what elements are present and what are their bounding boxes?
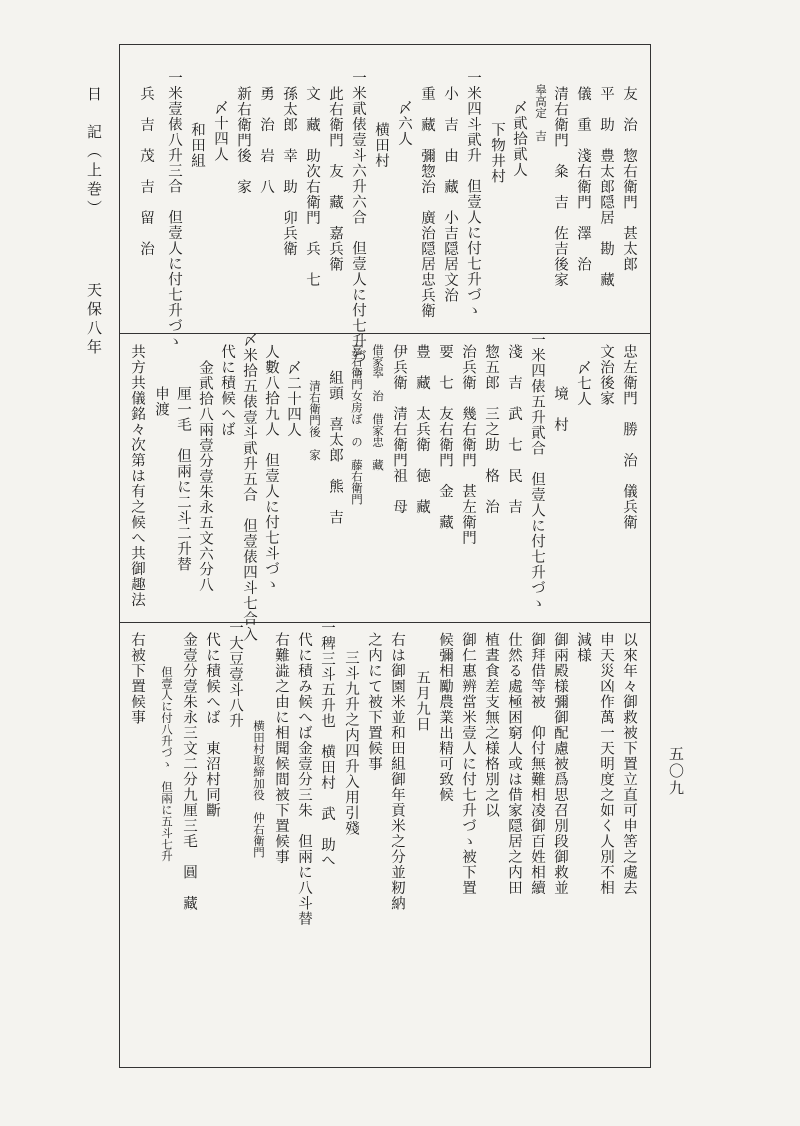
text-column: 新右衛門後 家: [235, 86, 251, 195]
text-column: 一稗三斗五升也 横田村 武 助へ: [319, 620, 335, 868]
text-column: 但壹人に付八升づゝ 但兩に五斗七升: [160, 666, 174, 862]
text-column: 横田村取締加役 仲右衛門: [252, 720, 266, 858]
text-column: 申天災凶作萬一天明度之如く人別不相: [598, 632, 614, 896]
text-column: 仕然る處極困窮人或は借家隠居之内田: [506, 632, 522, 896]
text-column: 候彌相勵農業出精可致候: [437, 632, 453, 803]
text-column: 兵 吉 茂 吉 留 治: [138, 86, 154, 257]
section-divider-1: [119, 333, 651, 334]
text-column: 〆七人: [575, 360, 591, 407]
text-column: 此右衛門 友 藏 嘉兵衛: [327, 86, 343, 272]
text-column: 皋高定 吉: [534, 84, 548, 142]
text-column: 借家翆 治 借家忠 藏: [371, 344, 385, 471]
text-column: 右は御園米並和田組御年貢米之分並籾納: [389, 632, 405, 911]
text-column: 御拜借等被 仰付無難相凌御百姓相續: [529, 632, 545, 896]
text-column: 代に積み候へば金壹分三朱 但兩に八斗替: [296, 632, 312, 927]
text-column: 豊 藏 太兵衛 徳 藏: [414, 344, 430, 515]
text-column: 文 藏 助次右衛門 兵 七: [304, 86, 320, 288]
header-era: 天保八年: [85, 282, 103, 358]
text-column: 儀 重 淺右衛門 澤 治: [575, 86, 591, 272]
text-column: 右難澁之由に相聞候間被下置候事: [273, 632, 289, 865]
text-column: 右被下置候事: [129, 632, 145, 725]
section-divider-2: [119, 622, 651, 623]
text-column: 境 村: [552, 386, 568, 433]
text-column: 要 七 友右衛門 金 藏: [437, 344, 453, 530]
text-column: 忠左衛門 勝 治 儀兵衛: [621, 344, 637, 530]
text-column: 之内にて被下置候事: [366, 632, 382, 772]
text-column: 惣五郎 三之助 格 治: [483, 344, 499, 515]
text-column: 〆六人: [396, 100, 412, 147]
text-column: 代に積候へば 東沼村同斷: [204, 632, 220, 818]
text-column: 清右衛門 粂 吉 佐吉後家: [552, 86, 568, 288]
text-column: 重 藏 彌惣治 廣治隠居忠兵衛: [419, 86, 435, 319]
text-column: 〆米拾五俵壹斗貮升五合 但壹俵四斗七合入: [241, 332, 257, 642]
text-column: 孫太郎 幸 助 卯兵衛: [281, 86, 297, 257]
text-column: 淺 吉 武 七 民 吉: [506, 344, 522, 515]
text-column: 小 吉 由 藏 小吉隠居文治: [442, 86, 458, 303]
text-column: 御兩殿様彌御配慮被爲思召別段御救並: [552, 632, 568, 896]
text-column: 勇 治 岩 八: [258, 86, 274, 195]
text-column: 人數八拾九人 但壹人に付七斗づゝ: [263, 344, 279, 592]
text-column: 五月九日: [414, 670, 430, 732]
text-column: 〆十四人: [212, 100, 228, 162]
text-column: 平 助 豊太郎隠居 勘 藏: [598, 86, 614, 288]
text-column: 御仁惠辨當米壹人に付七升づゝ被下置: [460, 632, 476, 896]
text-column: 清右衛門後 家: [308, 380, 322, 461]
page-number: 五〇九: [667, 746, 685, 797]
text-column: 厘一毛 但兩に二斗二升替: [175, 386, 191, 572]
text-column: 共方共儀銘々次第は有之候へ共御趣法: [129, 344, 145, 608]
header-title: 日 記（上巻）: [85, 86, 103, 219]
text-column: 一米貮俵壹斗六升六合 但壹人に付七升づゝ: [350, 70, 366, 380]
text-column: 組頭 喜太郎 熊 吉: [327, 370, 343, 525]
text-column: 申渡: [153, 386, 169, 417]
text-column: 文治後家: [598, 344, 614, 406]
text-column: 〆貮拾貮人: [511, 100, 527, 178]
running-header: [84, 86, 105, 358]
text-column: 一米壹俵八升三合 但壹人に付七升づゝ: [166, 70, 182, 349]
text-column: 一米四斗貮升 但壹人に付七升づゝ: [465, 70, 481, 318]
text-column: 金貮拾八兩壹分壹朱永五文六分八: [197, 360, 213, 593]
text-column: 植晝食差支無之様格別之以: [483, 632, 499, 818]
text-column: 下物井村: [489, 122, 505, 184]
text-column: 代に積候へば: [219, 344, 235, 437]
text-column: 一米四俵五升貮合 但壹人に付七升づゝ: [529, 332, 545, 611]
text-column: 金壹分壹朱永三文二分九厘三毛 圓 藏: [181, 632, 197, 911]
text-column: 減様: [575, 632, 591, 663]
text-column: 横田村: [373, 122, 389, 169]
text-column: 〆二十四人: [285, 360, 301, 438]
text-column: 一大豆壹斗八升: [227, 620, 243, 729]
text-column: 治兵衛 幾右衛門 甚左衛門: [460, 344, 476, 546]
text-column: 以來年々御救被下置立直可申筈之處去: [621, 632, 637, 896]
text-column: 三斗九升之内四升入用引殘: [343, 650, 359, 836]
text-column: 嘉右衛門女房ぼ の 藤右衛門: [350, 344, 364, 505]
text-column: 和田組: [189, 122, 205, 169]
text-column: 友 治 惣右衛門 甚太郎: [621, 86, 637, 272]
text-column: 伊兵衛 清右衛門祖 母: [391, 344, 407, 515]
